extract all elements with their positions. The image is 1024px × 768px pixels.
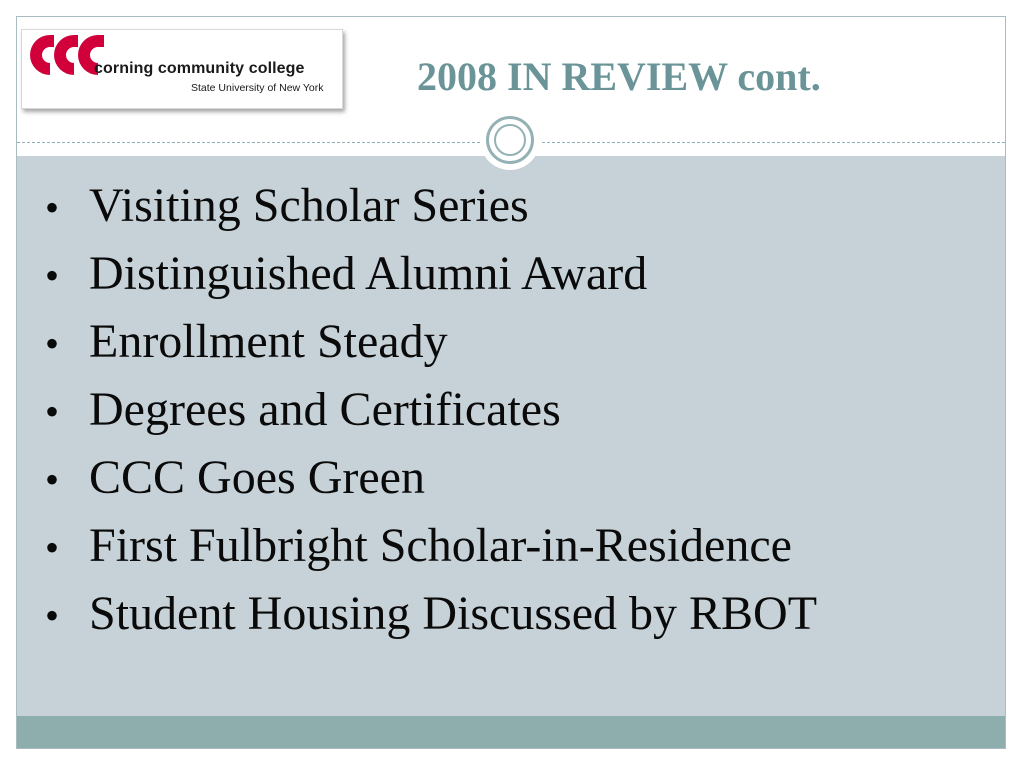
bullet-item xyxy=(31,580,817,648)
bullet-list xyxy=(31,172,817,648)
slide-frame xyxy=(16,16,1006,749)
bullet-text: Visiting Scholar Series xyxy=(89,179,529,232)
logo-college-name: corning community college xyxy=(94,60,305,77)
bullet-item xyxy=(31,308,817,376)
bullet-icon: • xyxy=(45,185,60,230)
slide-title: 2008 IN REVIEW cont. xyxy=(417,54,821,99)
bullet-icon: • xyxy=(45,593,60,638)
circle-ornament-icon xyxy=(480,110,540,170)
bullet-text: Student Housing Discussed by RBOT xyxy=(89,587,818,640)
bullet-icon: • xyxy=(45,253,60,298)
bullet-item xyxy=(31,172,817,240)
bullet-item xyxy=(31,240,817,308)
bullet-item xyxy=(31,376,817,444)
bullet-text: Enrollment Steady xyxy=(89,315,448,368)
bullet-text: Degrees and Certificates xyxy=(89,383,561,436)
slide-body xyxy=(17,156,1005,716)
bullet-text: First Fulbright Scholar-in-Residence xyxy=(89,519,792,572)
bullet-icon: • xyxy=(45,457,60,502)
bullet-item xyxy=(31,444,817,512)
bullet-icon: • xyxy=(45,321,60,366)
college-logo xyxy=(21,29,343,109)
bullet-item xyxy=(31,512,817,580)
logo-subtitle: State University of New York xyxy=(191,82,324,94)
bullet-text: Distinguished Alumni Award xyxy=(89,247,648,300)
footer-bar xyxy=(17,716,1005,749)
bullet-icon: • xyxy=(45,389,60,434)
bullet-icon: • xyxy=(45,525,60,570)
bullet-text: CCC Goes Green xyxy=(89,451,425,504)
